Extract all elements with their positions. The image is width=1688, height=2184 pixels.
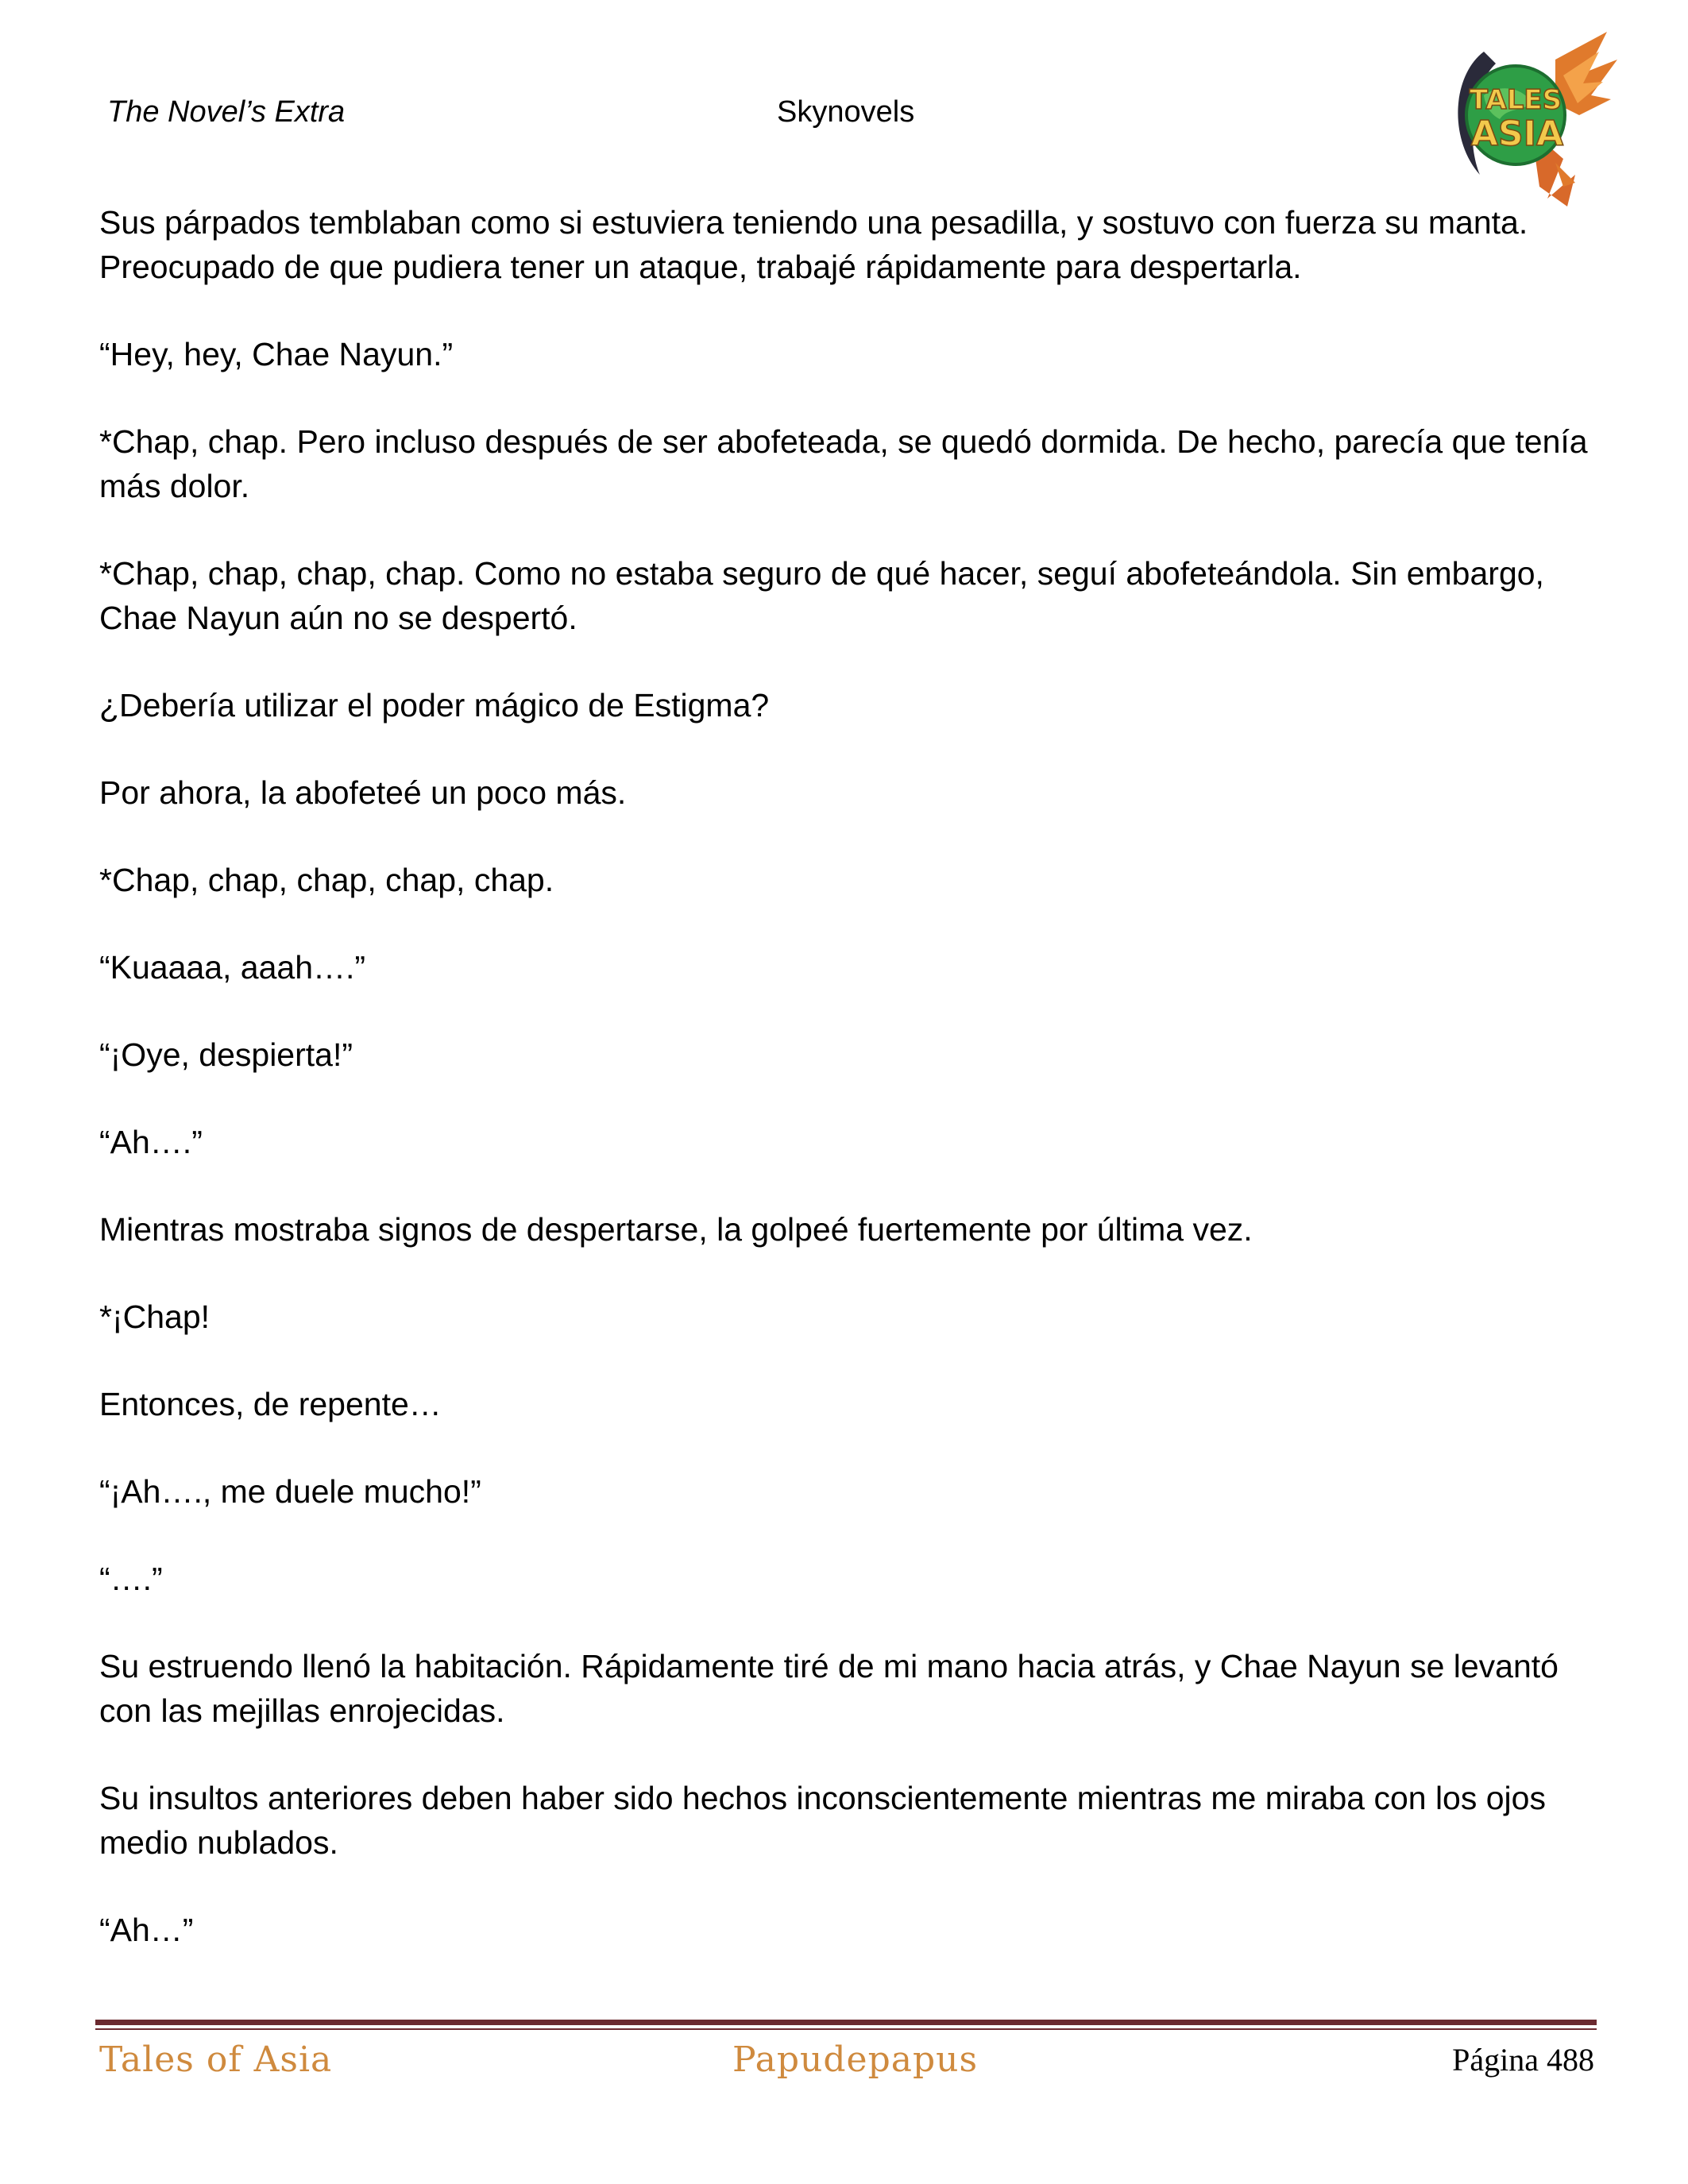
paragraph: “Hey, hey, Chae Nayun.” — [99, 336, 454, 372]
paragraph: “¡Ah…., me duele mucho!” — [99, 1473, 481, 1510]
chapter-body — [99, 200, 1593, 1995]
paragraph: Mientras mostraba signos de despertarse, la golpeé fuertemente por última vez. — [99, 1211, 1253, 1248]
paragraph: “Kuaaaa, aaah….” — [99, 949, 366, 986]
document-title: The Novel’s Extra — [107, 95, 346, 129]
paragraph: Por ahora, la abofeteé un poco más. — [99, 774, 627, 811]
footer-rule-thick — [95, 2020, 1597, 2025]
paragraph: “Ah….” — [99, 1124, 203, 1160]
logo-text-top: TALES — [1469, 84, 1562, 116]
site-name: Skynovels — [777, 95, 915, 129]
footer-rule-thin — [95, 2028, 1597, 2030]
paragraph: *Chap, chap, chap, chap, chap. — [99, 862, 554, 898]
paragraph: “¡Oye, despierta!” — [99, 1036, 353, 1073]
paragraph: “….” — [99, 1561, 163, 1597]
logo-text-bottom: ASIA — [1470, 114, 1564, 154]
paragraph: ¿Debería utilizar el poder mágico de Estigma? — [99, 687, 770, 723]
paragraph: *Chap, chap. Pero incluso después de ser abofeteada, se quedó dormida. De hecho, parecía que tenía más dolor. — [99, 423, 1588, 504]
footer-publisher: Tales of Asia — [99, 2039, 333, 2080]
footer-translator: Papudepapus — [732, 2039, 979, 2080]
paragraph: *¡Chap! — [99, 1298, 211, 1335]
paragraph: *Chap, chap, chap, chap. Como no estaba seguro de qué hacer, seguí abofeteándola. Sin embargo, Chae Nayun aún no se despertó. — [99, 555, 1544, 636]
paragraph: Su estruendo llenó la habitación. Rápidamente tiré de mi mano hacia atrás, y Chae Nayun se levantó con las mejillas enrojecidas. — [99, 1648, 1559, 1729]
paragraph: Su insultos anteriores deben haber sido hechos inconscientemente mientras me miraba con los ojos medio nublados. — [99, 1780, 1546, 1861]
paragraph: “Ah…” — [99, 1912, 194, 1948]
page-number: Página 488 — [1452, 2042, 1594, 2078]
tales-of-asia-logo — [1436, 28, 1619, 206]
paragraph: Entonces, de repente… — [99, 1386, 442, 1422]
paragraph: Sus párpados temblaban como si estuviera teniendo una pesadilla, y sostuvo con fuerza su manta. Preocupado de que pudiera tener un ataque, trabajé rápidamente para despertarla. — [99, 204, 1528, 285]
